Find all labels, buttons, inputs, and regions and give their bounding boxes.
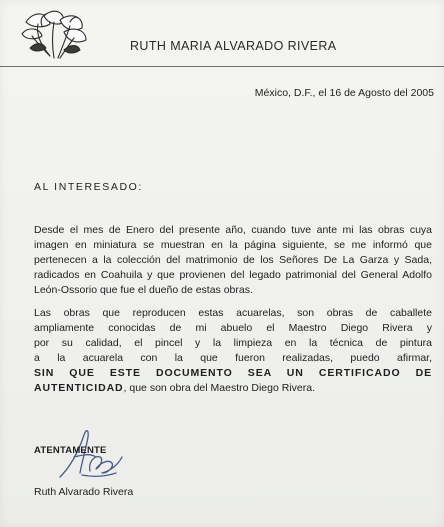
- letter-date: México, D.F., el 16 de Agosto del 2005: [254, 87, 434, 99]
- header-divider: [0, 66, 444, 67]
- letterhead-name: RUTH MARIA ALVARADO RIVERA: [130, 39, 337, 53]
- certificate-disclaimer: SIN QUE ESTE DOCUMENTO SEA UN CERTIFICADO DE: [34, 367, 432, 379]
- calla-lilies-icon: [20, 8, 90, 60]
- paragraph-2-end: , que son obra del Maestro Diego Rivera.: [123, 382, 315, 394]
- salutation: AL INTERESADO:: [34, 181, 143, 193]
- authenticity-word: AUTENTICIDAD: [34, 382, 124, 394]
- paragraph-1: Desde el mes de Enero del presente año, cuando tuve ante mi las obras cuya imagen en miniatura se muestran en la página siguiente, se me informó que pertenecen a la colección del matrimonio de los Señores De La Garza y Sada, radicados en Coahuila y que provienen del legado patrimonial del General Adolfo León-Ossorio que fue el dueño de estas obras.: [34, 224, 432, 296]
- paragraph-2: [34, 306, 432, 396]
- paragraph-2-line-1: Las obras que reproducen estas acuarelas, son obras de caballete: [34, 307, 432, 319]
- paragraph-2-line-6: [34, 381, 432, 396]
- paragraph-2-line-4: a la acuarela con la que fueron realizadas, puedo afirmar,: [34, 352, 432, 364]
- paragraph-2-line-2: ampliamente conocidas de mi abuelo el Maestro Diego Rivera y: [34, 322, 432, 334]
- signer-name: Ruth Alvarado Rivera: [34, 486, 134, 498]
- paragraph-2-line-3: por su calidad, el pincel y la limpieza en la técnica de pintura: [34, 337, 432, 349]
- closing: ATENTAMENTE: [34, 445, 107, 456]
